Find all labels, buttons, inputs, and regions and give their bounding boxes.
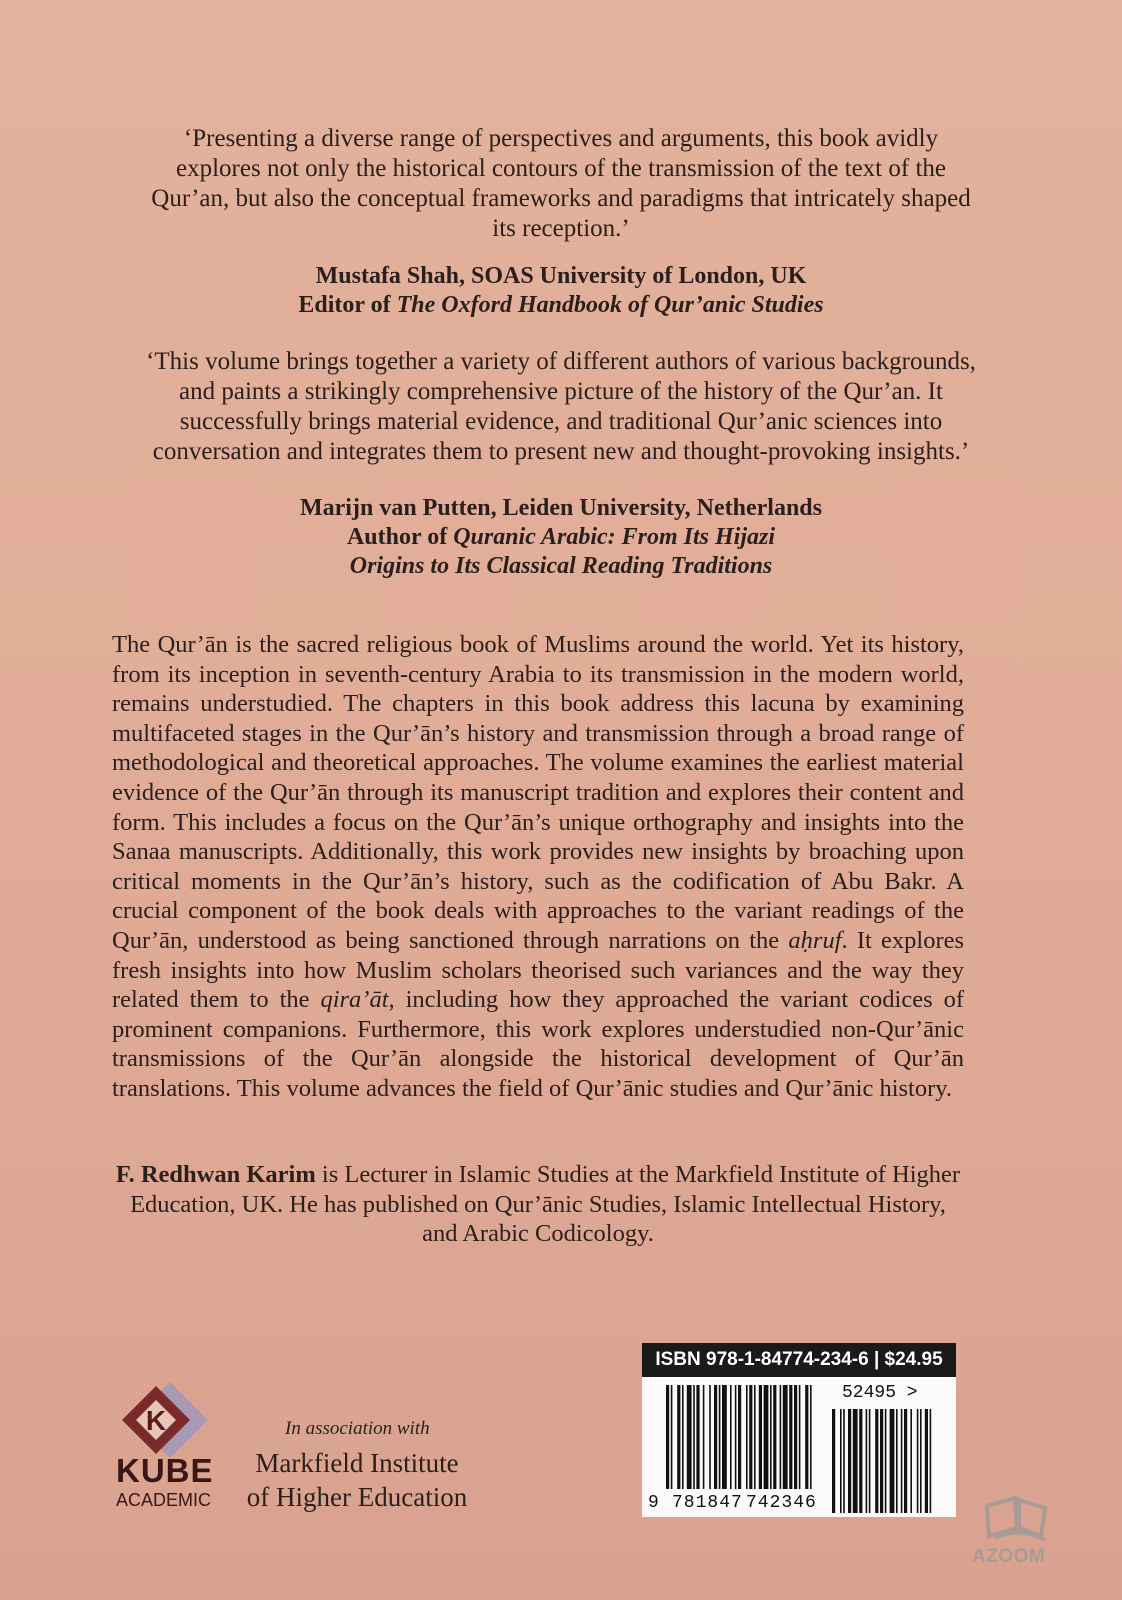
attribution-role: Author of Quranic Arabic: From Its Hijazi — [346, 524, 776, 550]
quote-line: conversation and integrates them to present new and thought-provoking insights.’ — [152, 438, 970, 465]
barcode-bar — [764, 1385, 769, 1489]
attribution-role-cont: Origins to Its Classical Reading Traditions — [349, 553, 773, 579]
isbn-price-label: ISBN 978-1-84774-234-6 | $24.95 — [642, 1343, 956, 1377]
barcode-bar — [693, 1385, 695, 1489]
barcode-bar — [696, 1385, 699, 1489]
barcode-addon-bar — [890, 1409, 895, 1513]
barcode-bar — [746, 1385, 748, 1489]
barcode-addon-bar — [853, 1409, 858, 1513]
barcode-addon-bar — [875, 1409, 878, 1513]
attribution-role: Editor of The Oxford Handbook of Qur’anic Studies — [298, 292, 824, 318]
barcode-bar — [735, 1385, 737, 1489]
barcode-addon-bar — [885, 1409, 887, 1513]
quote-line: successfully brings material evidence, and traditional Qur’anic sciences into — [179, 408, 943, 435]
barcode-digits-left: 781847 — [672, 1493, 743, 1513]
publisher-name: KUBE — [116, 1452, 214, 1489]
association-label: In association with — [285, 1418, 430, 1439]
barcode-addon-bar — [920, 1409, 922, 1513]
partner-name: Markfield Institute of Higher Education — [246, 1448, 468, 1512]
quote-line: explores not only the historical contours of the transmission of the text of the — [176, 155, 946, 182]
barcode-addon-bar — [840, 1409, 842, 1513]
barcode-addon-bar — [848, 1409, 851, 1513]
author-bio: F. Redhwan Karim is Lecturer in Islamic Studies at the Markfield Institute of Higher Education, UK. He has published on Qur’ānic Studies, Islamic Intellectual History, and Arabic Codicology. — [115, 1161, 961, 1248]
kube-logo-letter: K — [145, 1405, 167, 1436]
barcode-bar — [773, 1385, 776, 1489]
barcode-bar — [783, 1385, 788, 1489]
book-description: The Qur’ān is the sacred religious book of Muslims around the world. Yet its history, from its inception in seventh-century Arabia to its transmission in the modern world, remains understudied. The chapters in this book address this lacuna by examining multifaceted stages in the Qur’ān’s history and transmission through a broad range of methodological and theoretical approaches. The volume examines the earliest material evidence of the Qur’ān through its manuscript tradition and explores their content and form. This includes a focus on the Qur’ān’s unique orthography and insights into the Sanaa manuscripts. Additionally, this work provides new insights by broaching upon critical moments in the Qur’ān’s history, such as the codification of Abu Bakr. A crucial component of the book deals with approaches to the variant readings of the Qur’ān, understood as being sanctioned through narrations on the aḥruf. It explores fresh insights into how Muslim scholars theorised such variances and the way they related them to the qira’āt, including how they approached the variant codices of prominent companions. Furthermore, this work explores understudied non-Qur’ānic transmissions of the Qur’ān alongside the historical development of Qur’ān translations. This volume advances the field of Qur’ānic studies and Qur’ānic history. — [112, 631, 965, 1102]
barcode-addon-bar — [930, 1409, 932, 1513]
endorsement-attribution-1 — [100, 262, 1022, 320]
barcode-addon-bar — [832, 1409, 835, 1513]
quote-line: ‘This volume brings together a variety of different authors of various backgrounds, — [146, 348, 976, 375]
barcode-bar — [719, 1385, 721, 1489]
author-name: F. Redhwan Karim — [115, 1161, 316, 1188]
barcode-bar — [794, 1385, 797, 1489]
attribution-name: Marijn van Putten, Leiden University, Netherlands — [300, 495, 822, 521]
barcode-addon-bar — [901, 1409, 903, 1513]
barcode-bar — [722, 1385, 727, 1489]
kube-logo-icon — [112, 1380, 222, 1460]
barcode-addon-bar — [866, 1409, 868, 1513]
barcode-bar — [687, 1385, 692, 1489]
endorsement-quote-1 — [100, 124, 1022, 244]
watermark-text: AZOOM — [972, 1546, 1046, 1567]
barcode-bar — [780, 1385, 782, 1489]
barcode-addon-bar — [925, 1409, 928, 1513]
barcode-bar — [805, 1385, 808, 1489]
barcode-bar — [677, 1385, 680, 1489]
barcode-bar — [730, 1385, 732, 1489]
term-ahruf: aḥruf — [788, 926, 842, 954]
barcode-bar — [709, 1385, 711, 1489]
barcode-bar — [799, 1385, 801, 1489]
quote-line: its reception.’ — [492, 215, 630, 242]
publisher-sub: ACADEMIC — [116, 1490, 212, 1510]
open-book-icon — [975, 1488, 1065, 1548]
barcode-bar — [682, 1385, 684, 1489]
attribution-name: Mustafa Shah, SOAS University of London, UK — [315, 263, 807, 289]
barcode-bar — [789, 1385, 792, 1489]
barcode-bar — [754, 1385, 756, 1489]
quote-line: Qur’an, but also the conceptual frameworks and paradigms that intricately shaped — [151, 185, 971, 212]
barcode-addon-bar — [910, 1409, 912, 1513]
barcode-digits-right: 742346 — [746, 1493, 817, 1513]
barcode-bar — [738, 1385, 741, 1489]
barcode-addon-bar — [904, 1409, 907, 1513]
barcode-bar — [749, 1385, 752, 1489]
barcode-bar — [759, 1385, 762, 1489]
barcode-addon-bar — [880, 1409, 883, 1513]
barcode-bar — [671, 1385, 673, 1489]
endorsement-attribution-2 — [100, 494, 1022, 581]
barcode-digit-first: 9 — [648, 1493, 659, 1513]
barcode-bar — [666, 1385, 669, 1489]
endorsement-quote-2 — [100, 347, 1022, 467]
barcode-addon-bar — [896, 1409, 898, 1513]
barcode-addon-bar — [843, 1409, 845, 1513]
quote-line: and paints a strikingly comprehensive picture of the history of the Qur’an. It — [179, 378, 943, 405]
barcode-addon-bar — [869, 1409, 871, 1513]
barcode-bar — [770, 1385, 772, 1489]
quote-line: ‘Presenting a diverse range of perspectives and arguments, this book avidly — [183, 125, 939, 152]
barcode — [642, 1377, 956, 1517]
barcode-bar — [714, 1385, 717, 1489]
term-qiraat: qira’āt — [320, 986, 389, 1014]
barcode-addon: 52495 > — [842, 1383, 918, 1403]
barcode-addon-bar — [859, 1409, 862, 1513]
barcode-bar — [703, 1385, 705, 1489]
barcode-addon-bar — [917, 1409, 919, 1513]
barcode-bar — [810, 1385, 812, 1489]
